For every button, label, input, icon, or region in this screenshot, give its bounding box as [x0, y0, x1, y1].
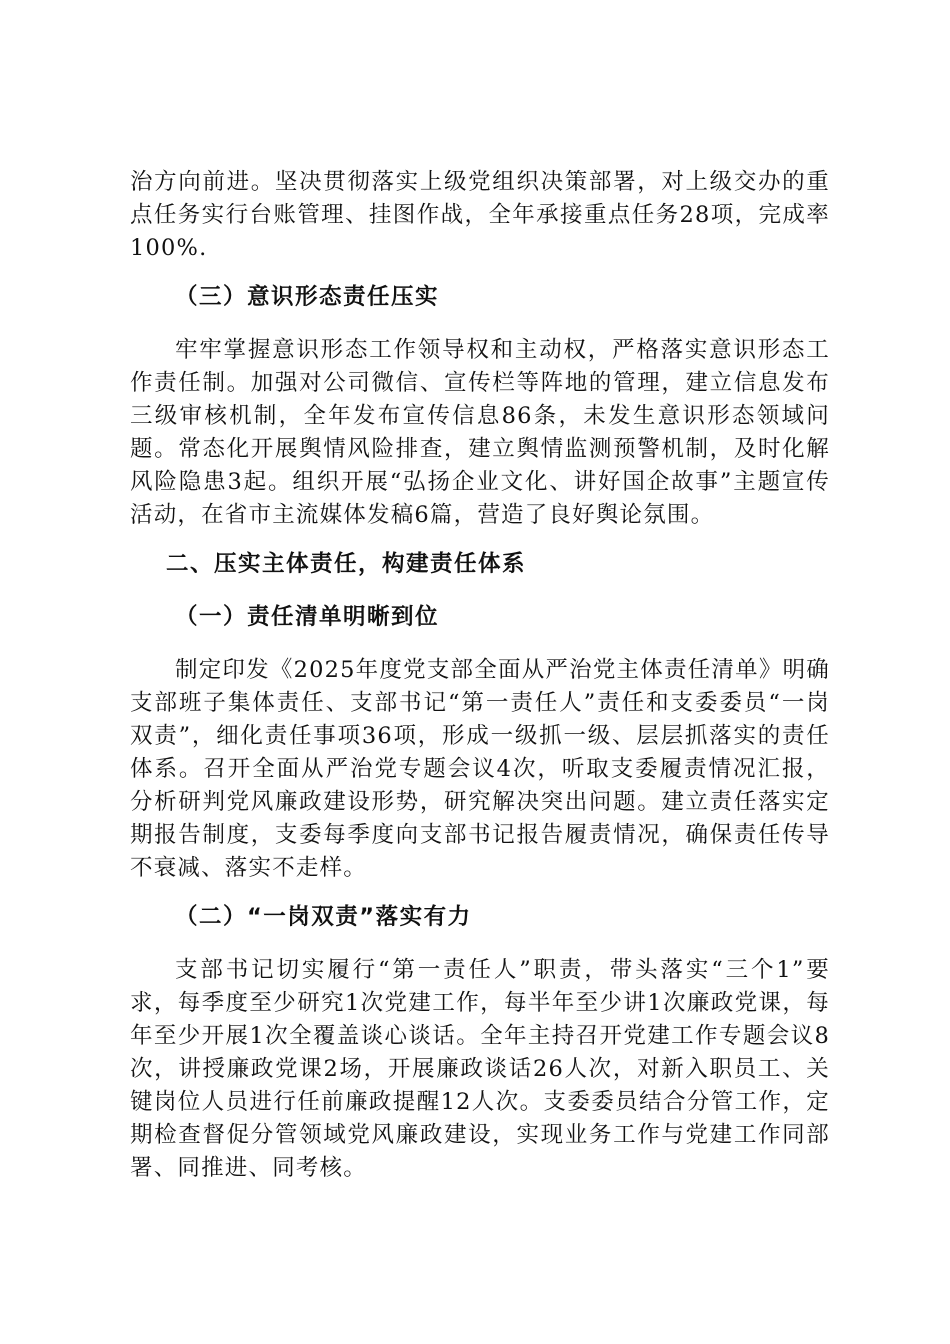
document-page: [130, 166, 830, 1201]
paragraph-ideology: 牢牢掌握意识形态工作领导权和主动权，严格落实意识形态工作责任制。加强对公司微信、宣传栏等阵地的管理，建立信息发布三级审核机制，全年发布宣传信息86条，未发生意识形态领域问题。常态化开展舆情风险排查，建立舆情监测预警机制，及时化解风险隐患3起。组织开展“弘扬企业文化、讲好国企故事”主题宣传活动，在省市主流媒体发稿6篇，营造了良好舆论氛围。: [130, 337, 830, 528]
chapter-heading-2: 二、压实主体责任，构建责任体系: [166, 551, 527, 577]
section-heading-1: （一）责任清单明晰到位: [175, 604, 440, 630]
paragraph-continuation: 治方向前进。坚决贯彻落实上级党组织决策部署，对上级交办的重点任务实行台账管理、挂图作战，全年承接重点任务28项，完成率100%.: [130, 169, 830, 261]
section-heading-3: （三）意识形态责任压实: [175, 284, 440, 310]
paragraph-dual-duty: 支部书记切实履行“第一责任人”职责，带头落实“三个1”要求，每季度至少研究1次党建工作，每半年至少讲1次廉政党课，每年至少开展1次全覆盖谈心谈话。全年主持召开党建工作专题会议8次，讲授廉政党课2场，开展廉政谈话26人次，对新入职员工、关键岗位人员进行任前廉政提醒12人次。支委委员结合分管工作，定期检查督促分管领域党风廉政建设，实现业务工作与党建工作同部署、同推进、同考核。: [130, 957, 830, 1181]
section-heading-2: （二）“一岗双责”落实有力: [175, 904, 472, 930]
paragraph-responsibility-list: 制定印发《2025年度党支部全面从严治党主体责任清单》明确支部班子集体责任、支部书记“第一责任人”责任和支委委员“一岗双责”，细化责任事项36项，形成一级抓一级、层层抓落实的责任体系。召开全面从严治党专题会议4次，听取支委履责情况汇报，分析研判党风廉政建设形势，研究解决突出问题。建立责任落实定期报告制度，支委每季度向支部书记报告履责情况，确保责任传导不衰减、落实不走样。: [130, 657, 830, 881]
